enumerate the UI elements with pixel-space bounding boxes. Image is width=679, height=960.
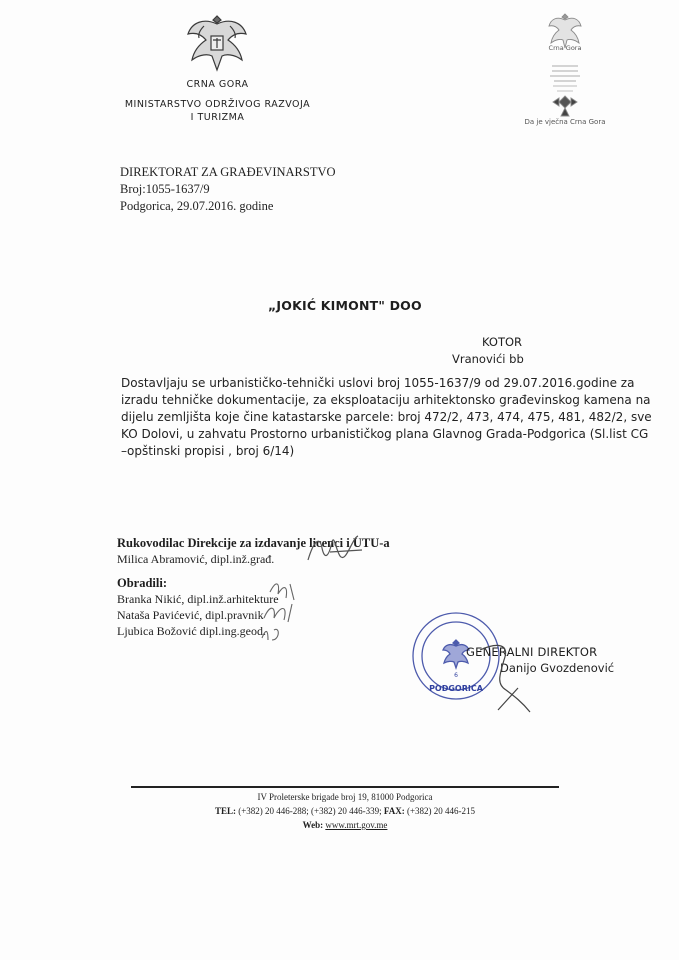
right-slogan: Da je vječna Crna Gora [524,118,606,126]
footer-web [131,820,559,830]
right-logo-caption: Crna Gora [548,44,582,52]
director-name: Danijo Gvozdenović [500,661,615,675]
body-line: izradu tehničke dokumentacije, za eksploataciju arhitektonsko građevinskog kamena na [121,393,651,407]
prepared-person: Ljubica Božović dipl.ing.geod. [117,624,266,638]
right-logo-icon [524,10,606,120]
directorate-block [120,164,336,215]
head-title: Rukovodilac Direkcije za izdavanje licenci i UTU-a [117,536,390,550]
reference-number: Broj:1055-1637/9 [120,182,210,196]
head-name: Milica Abramović, dipl.inž.građ. [117,552,275,566]
footer-divider [131,786,559,788]
recipient-city: KOTOR [482,335,523,349]
stamp-city: PODGORICA [429,684,483,693]
director-signature-icon [470,630,540,715]
ministry-name-line1: MINISTARSTVO ODRŽIVOG RAZVOJA [124,99,311,110]
ministry-name [110,98,325,124]
directorate-name: DIREKTORAT ZA GRAĐEVINARSTVO [120,165,336,179]
country-name: CRNA GORA [186,79,249,90]
footer-address: IV Proleterske brigade broj 19, 81000 Podgorica [257,792,433,802]
stamp-number: 6 [454,672,458,679]
prepared-person: Branka Nikić, dipl.inž.arhitekture [117,592,279,606]
prepared-person: Nataša Pavićević, dipl.pravnik [117,608,264,622]
prepared-title: Obradili: [117,576,168,590]
body-paragraph [121,375,652,460]
web-label: Web: [302,820,324,830]
tel-values: (+382) 20 446-288; (+382) 20 446-339; [238,806,382,816]
director-title: GENERALNI DIREKTOR [466,645,598,659]
body-line: –opštinski propisi , broj 6/14) [121,444,295,458]
web-link[interactable]: www.mrt.gov.me [325,820,388,830]
fax-label: FAX: [383,806,405,816]
body-line: Dostavljaju se urbanističko-tehnički uslovi broj 1055-1637/9 od 29.07.2016.godine za [121,376,635,390]
body-line: dijelu zemljišta koje čine katastarske parcele: broj 472/2, 473, 474, 475, 481, 482/2, sve [121,410,652,424]
recipient-company: „JOKIĆ KIMONT" DOO [268,298,422,313]
ministry-name-line2: I TURIZMA [190,112,245,123]
tel-label: TEL: [214,806,236,816]
body-line: KO Dolovi, u zahvatu Prostorno urbanističkog plana Glavnog Grada-Podgorica (Sl.list CG [121,427,649,441]
recipient-street: Vranovići bb [452,352,524,366]
fax-value: (+382) 20 446-215 [406,806,476,816]
place-date: Podgorica, 29.07.2016. godine [120,199,274,213]
prepared-signatures-icon [258,578,318,644]
head-signature-icon [300,530,370,570]
footer-contacts [131,806,559,816]
coat-of-arms-icon [182,10,252,74]
